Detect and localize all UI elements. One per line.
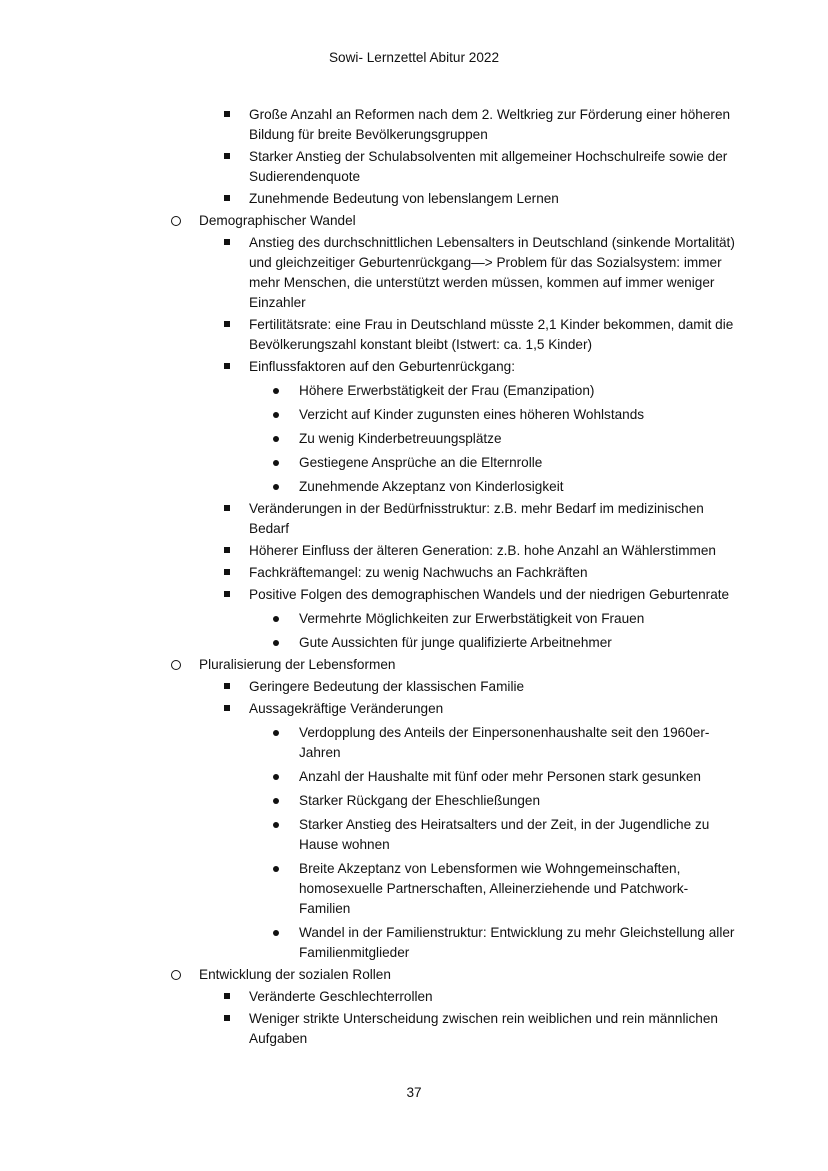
list-item-level2 [249, 585, 739, 605]
dot-bullet-icon [273, 930, 279, 936]
list-item-text: Anzahl der Haushalte mit fünf oder mehr Personen stark gesunken [299, 769, 701, 784]
list-item-text: Fertilitätsrate: eine Frau in Deutschland müsste 2,1 Kinder bekommen, damit die Bevölkerungszahl konstant bleibt (Istwert: ca. 1,5 Kinder) [249, 317, 734, 352]
square-bullet-icon [224, 321, 230, 327]
page-number: 37 [406, 1085, 422, 1100]
list-item-text: Zu wenig Kinderbetreuungsplätze [299, 431, 502, 446]
dot-bullet-icon [273, 388, 279, 394]
square-bullet-icon [224, 153, 230, 159]
list-item-text: Gestiegene Ansprüche an die Elternrolle [299, 455, 543, 470]
list-item-level2 [249, 677, 739, 697]
list-item-text: Weniger strikte Unterscheidung zwischen rein weiblichen und rein männlichen Aufgaben [249, 1011, 718, 1046]
list-item-text: Aussagekräftige Veränderungen [249, 701, 444, 716]
square-bullet-icon [224, 505, 230, 511]
dot-bullet-icon [273, 412, 279, 418]
circle-bullet-icon [171, 970, 181, 980]
list-item-text: Veränderte Geschlechterrollen [249, 989, 433, 1004]
list-item-level2 [249, 499, 739, 539]
dot-bullet-icon [273, 640, 279, 646]
list-item-level2 [249, 189, 739, 209]
list-item-text: Breite Akzeptanz von Lebensformen wie Wohngemeinschaften, homosexuelle Partnerschaften, Alleinerziehende und Patchwork-Familien [299, 861, 689, 916]
list-item-text: Höhere Erwerbstätigkeit der Frau (Emanzipation) [299, 383, 595, 398]
list-item-level3 [299, 453, 739, 473]
bullet-list [0, 103, 828, 1049]
list-item-text: Demographischer Wandel [199, 213, 356, 228]
list-item-level2 [249, 147, 739, 187]
list-item-text: Höherer Einfluss der älteren Generation: z.B. hohe Anzahl an Wählerstimmen [249, 543, 716, 558]
square-bullet-icon [224, 239, 230, 245]
list-item-text: Große Anzahl an Reformen nach dem 2. Weltkrieg zur Förderung einer höheren Bildung für breite Bevölkerungsgruppen [249, 107, 731, 142]
square-bullet-icon [224, 569, 230, 575]
list-item-text: Anstieg des durchschnittlichen Lebensalters in Deutschland (sinkende Mortalität) und gleichzeitiger Geburtenrückgang—> Problem für das Sozialsystem: immer mehr Menschen, die unterstützt werden müssen, kommen auf immer weniger Einzahler [249, 235, 735, 310]
list-item-level2 [249, 105, 739, 145]
list-item-text: Starker Anstieg des Heiratsalters und der Zeit, in der Jugendliche zu Hause wohnen [299, 817, 710, 852]
dot-bullet-icon [273, 730, 279, 736]
list-item-level2 [249, 1009, 739, 1049]
list-item-text: Verzicht auf Kinder zugunsten eines höheren Wohlstands [299, 407, 645, 422]
list-item-level2 [249, 541, 739, 561]
list-item-level3 [299, 791, 739, 811]
square-bullet-icon [224, 993, 230, 999]
list-item-level3 [299, 815, 739, 855]
list-item-text: Entwicklung der sozialen Rollen [199, 967, 391, 982]
dot-bullet-icon [273, 436, 279, 442]
list-item-text: Gute Aussichten für junge qualifizierte Arbeitnehmer [299, 635, 612, 650]
square-bullet-icon [224, 363, 230, 369]
square-bullet-icon [224, 705, 230, 711]
list-item-level3 [299, 609, 739, 629]
list-item-text: Zunehmende Akzeptanz von Kinderlosigkeit [299, 479, 564, 494]
list-item-text: Fachkräftemangel: zu wenig Nachwuchs an Fachkräften [249, 565, 588, 580]
dot-bullet-icon [273, 774, 279, 780]
circle-bullet-icon [171, 660, 181, 670]
dot-bullet-icon [273, 798, 279, 804]
list-item-text: Veränderungen in der Bedürfnisstruktur: z.B. mehr Bedarf im medizinischen Bedarf [249, 501, 704, 536]
square-bullet-icon [224, 111, 230, 117]
dot-bullet-icon [273, 616, 279, 622]
list-item-text: Starker Rückgang der Eheschließungen [299, 793, 541, 808]
list-item-level3 [299, 723, 739, 763]
list-item-level2 [249, 699, 739, 719]
square-bullet-icon [224, 195, 230, 201]
list-item-text: Verdopplung des Anteils der Einpersonenhaushalte seit den 1960er-Jahren [299, 725, 710, 760]
circle-bullet-icon [171, 216, 181, 226]
square-bullet-icon [224, 683, 230, 689]
list-item-text: Zunehmende Bedeutung von lebenslangem Lernen [249, 191, 559, 206]
list-item-text: Vermehrte Möglichkeiten zur Erwerbstätigkeit von Frauen [299, 611, 645, 626]
list-item-text: Positive Folgen des demographischen Wandels und der niedrigen Geburtenrate [249, 587, 730, 602]
dot-bullet-icon [273, 866, 279, 872]
list-item-level3 [299, 633, 739, 653]
dot-bullet-icon [273, 822, 279, 828]
list-item-level3 [299, 477, 739, 497]
list-item-level2 [249, 563, 739, 583]
list-item-level2 [249, 987, 739, 1007]
list-item-text: Geringere Bedeutung der klassischen Familie [249, 679, 525, 694]
list-item-level1 [199, 211, 779, 231]
page-header: Sowi- Lernzettel Abitur 2022 [328, 50, 500, 65]
square-bullet-icon [224, 591, 230, 597]
list-item-level3 [299, 767, 739, 787]
dot-bullet-icon [273, 460, 279, 466]
list-item-level1 [199, 655, 779, 675]
list-item-level3 [299, 923, 739, 963]
list-item-text: Starker Anstieg der Schulabsolventen mit allgemeiner Hochschulreife sowie der Sudierendenquote [249, 149, 728, 184]
square-bullet-icon [224, 547, 230, 553]
list-item-text: Pluralisierung der Lebensformen [199, 657, 396, 672]
list-item-level1 [199, 965, 779, 985]
list-item-level2 [249, 315, 739, 355]
list-item-level3 [299, 405, 739, 425]
list-item-level3 [299, 381, 739, 401]
list-item-level3 [299, 429, 739, 449]
list-item-level3 [299, 859, 739, 919]
list-item-text: Einflussfaktoren auf den Geburtenrückgang: [249, 359, 516, 374]
dot-bullet-icon [273, 484, 279, 490]
square-bullet-icon [224, 1015, 230, 1021]
list-item-text: Wandel in der Familienstruktur: Entwicklung zu mehr Gleichstellung aller Familienmitglieder [299, 925, 735, 960]
list-item-level2 [249, 233, 739, 313]
list-item-level2 [249, 357, 739, 377]
